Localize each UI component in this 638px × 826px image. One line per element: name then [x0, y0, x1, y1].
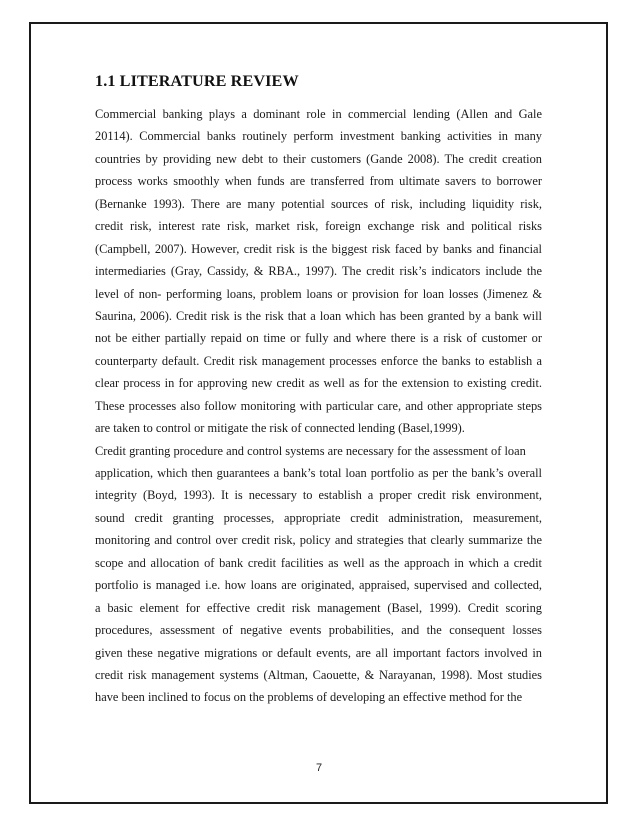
- text-line: credit risk management systems (Altman, Caouette, & Narayanan, 1998). Most studies: [95, 667, 542, 682]
- text-line: procedures, assessment of negative events probabilities, and the consequent losses: [95, 623, 542, 638]
- text-line: clear process in for approving new credit as well as for the extension to existing credit.: [95, 376, 542, 391]
- text-line: a basic element for effective credit risk management (Basel, 1999). Credit scoring: [95, 600, 542, 615]
- text-line: countries by providing new debt to their customers (Gande 2008). The credit creation: [95, 151, 542, 166]
- text-line: have been inclined to focus on the problems of developing an effective method for the: [95, 690, 523, 705]
- section-heading: 1.1 LITERATURE REVIEW: [95, 72, 299, 90]
- text-line: portfolio is managed i.e. how loans are originated, appraised, supervised and collected,: [95, 578, 542, 593]
- text-line: given these negative migrations or default events, are all important factors involved in: [95, 645, 542, 660]
- text-line: 20114). Commercial banks routinely perform investment banking activities in many: [95, 129, 542, 144]
- text-line: (Bernanke 1993). There are many potential sources of risk, including liquidity risk,: [95, 196, 542, 211]
- text-line: credit risk, interest rate risk, market risk, foreign exchange risk and political risks: [95, 219, 542, 234]
- text-line: process works smoothly when funds are transferred from ultimate savers to borrower: [95, 174, 542, 189]
- text-line: intermediaries (Gray, Cassidy, & RBA., 1997). The credit risk’s indicators include the: [95, 264, 542, 279]
- text-line: are taken to control or mitigate the risk of connected lending (Basel,1999).: [95, 421, 465, 436]
- text-line: Credit granting procedure and control systems are necessary for the assessment of loan: [95, 443, 526, 458]
- text-line: scope and allocation of bank credit facilities as well as the approach in which a credit: [95, 555, 542, 570]
- text-line: Saurina, 2006). Credit risk is the risk that a loan which has been granted by a bank will: [95, 308, 542, 323]
- text-line: level of non- performing loans, problem loans or provision for loan losses (Jimenez &: [95, 286, 542, 301]
- page-number: 7: [315, 762, 323, 774]
- text-line: Commercial banking plays a dominant role in commercial lending (Allen and Gale: [95, 107, 542, 121]
- text-line: These processes also follow monitoring with particular care, and other appropriate steps: [95, 398, 542, 413]
- text-line: counterparty default. Credit risk management processes enforce the banks to establish a: [95, 353, 542, 368]
- body-text: [95, 103, 542, 709]
- text-line: application, which then guarantees a bank’s total loan portfolio as per the bank’s overall: [95, 466, 542, 480]
- text-line: integrity (Boyd, 1993). It is necessary to establish a proper credit risk environment,: [95, 488, 542, 503]
- text-line: (Campbell, 2007). However, credit risk is the biggest risk faced by banks and financial: [95, 241, 542, 256]
- text-line: not be either partially repaid on time or fully and where there is a risk of customer or: [95, 331, 542, 346]
- text-line: sound credit granting processes, appropriate credit administration, measurement,: [95, 510, 542, 525]
- text-line: monitoring and control over credit risk, policy and strategies that clearly summarize the: [95, 533, 542, 548]
